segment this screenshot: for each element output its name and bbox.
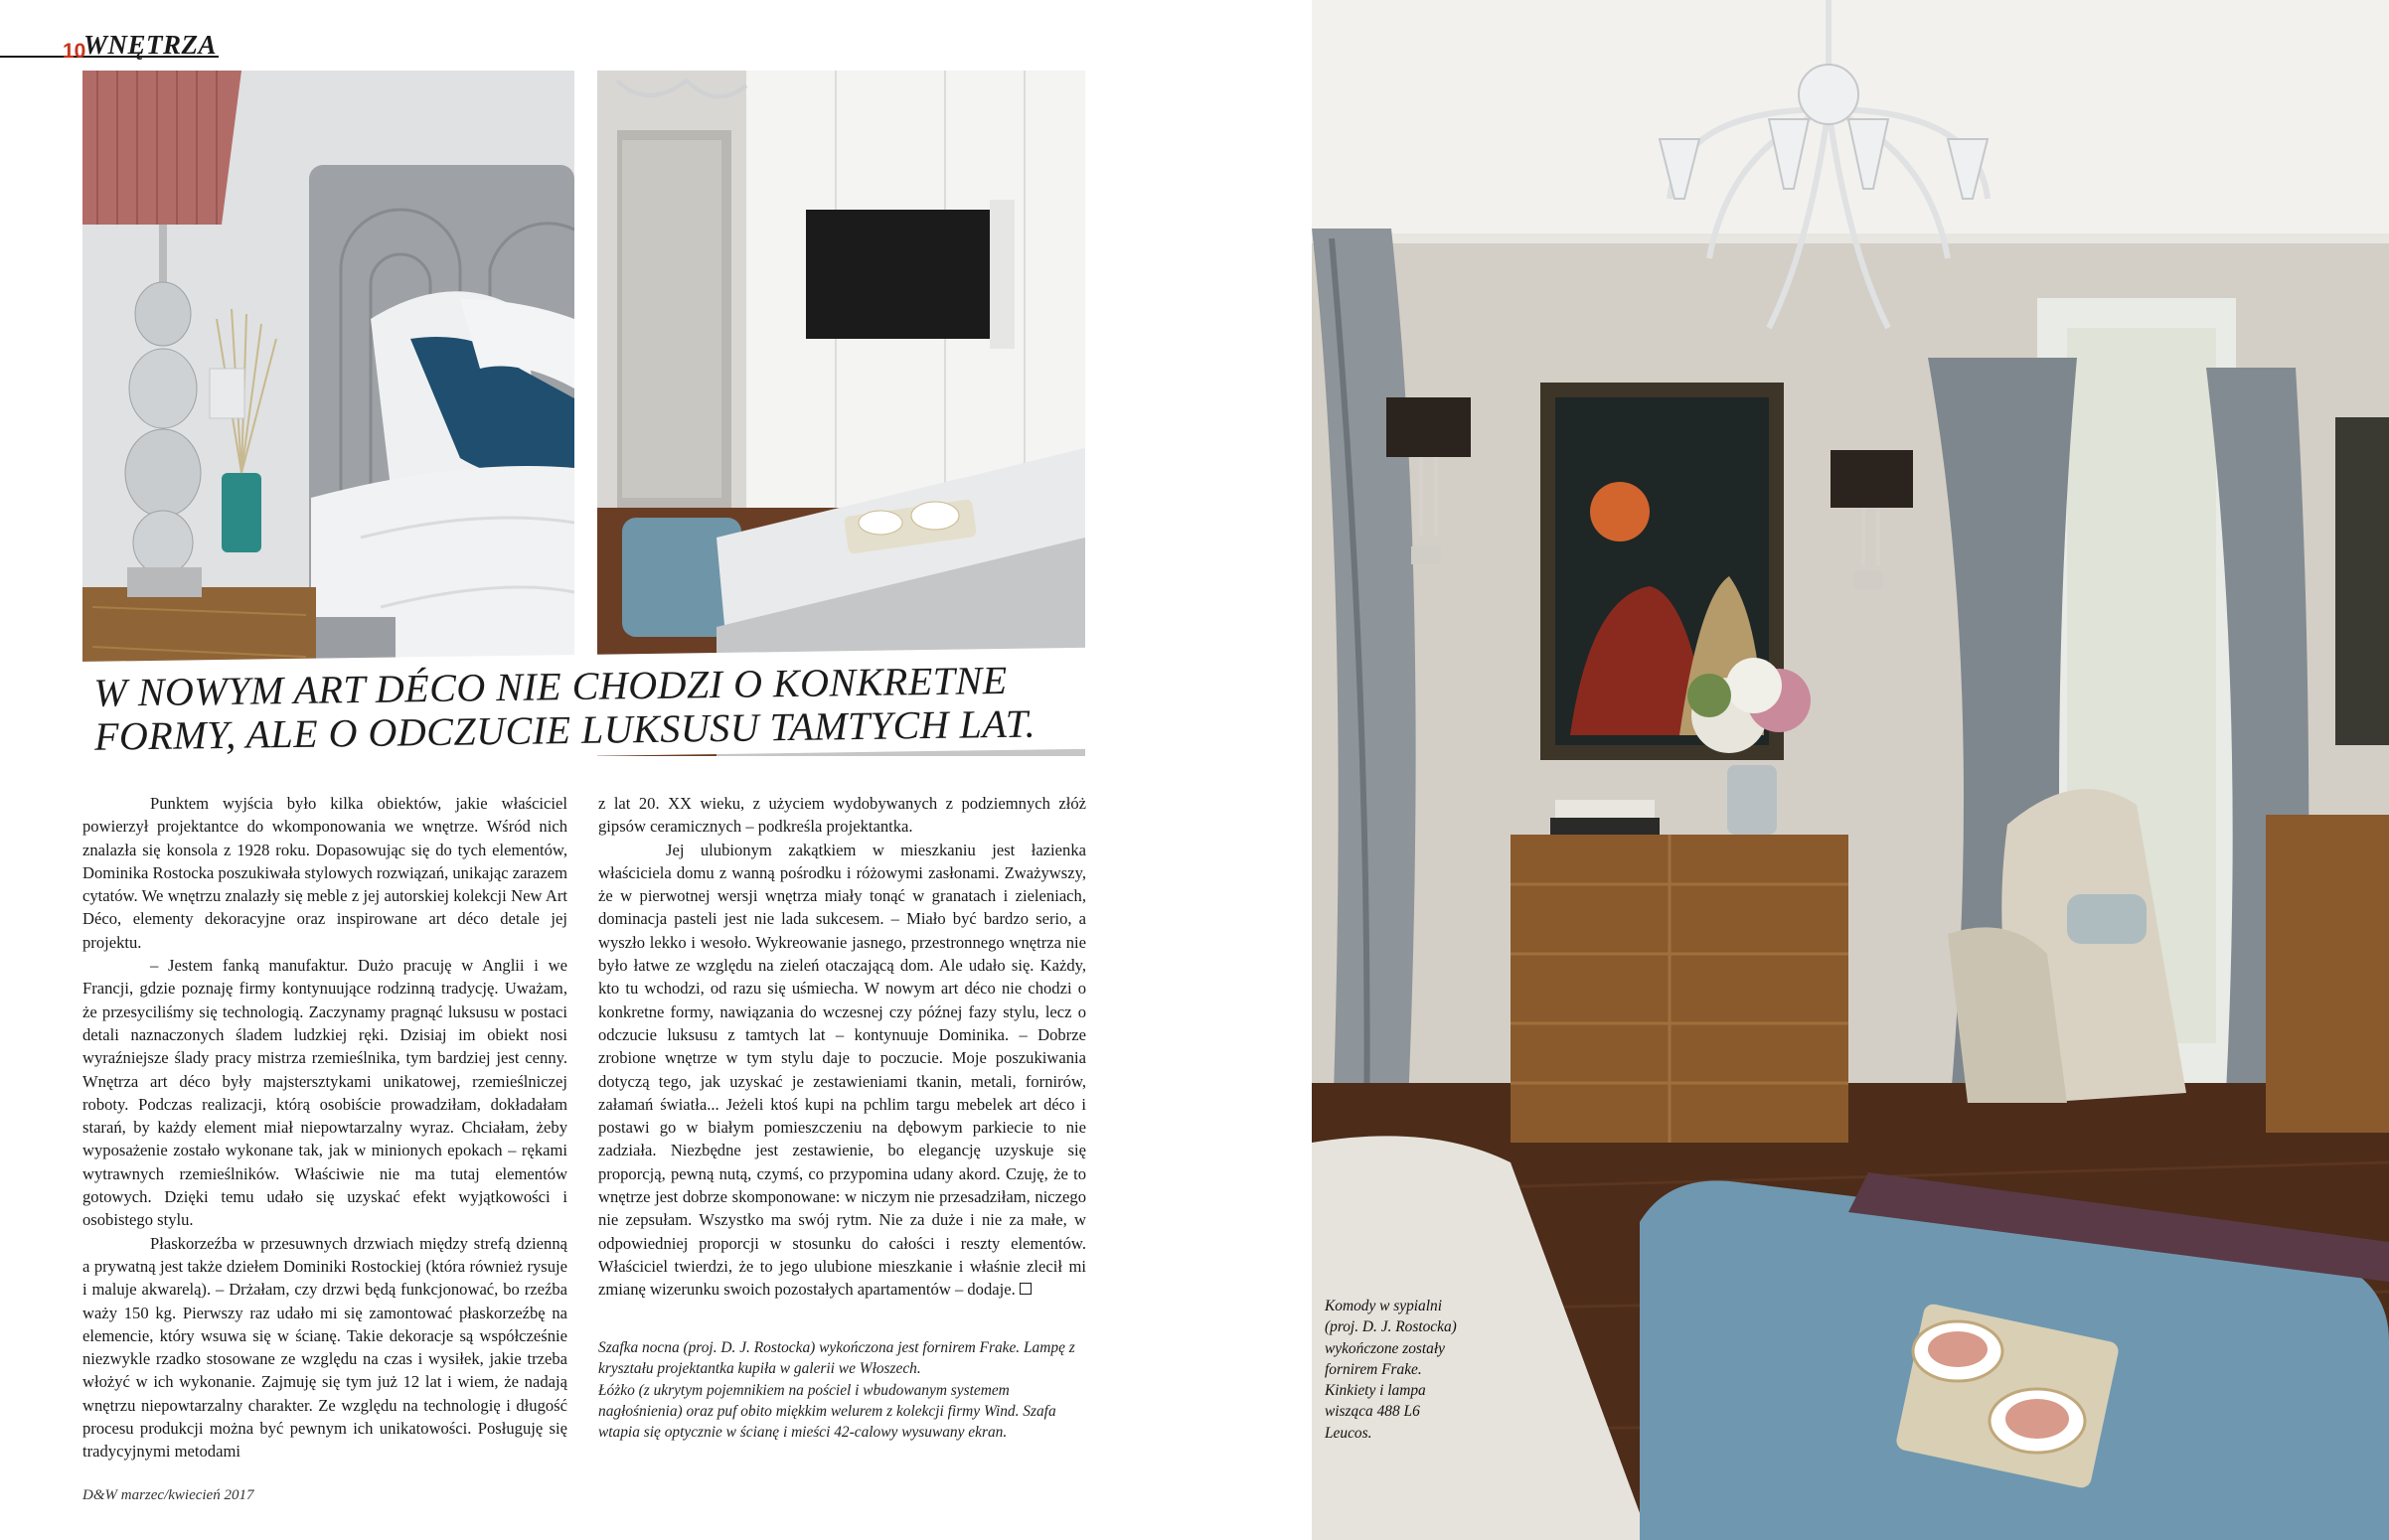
caption-left — [598, 1337, 1075, 1443]
page-number: 10 — [63, 40, 86, 63]
article-paragraph: Płaskorzeźba w przesuwnych drzwiach między strefą dzienną a prywatną jest także dziełem Dominiki Rostockiej (która również rysuje i maluje akwarelą). – Drżałam, czy drzwi będą funkcjonować, bo rzeźba waży 150 kg. Pierwszy raz udało mi się zamontować płaskorzeźbę na elemencie, który wsuwa się w ścianę. Takie dekoracje są współcześnie niezwykle rzadko stosowane ze względu na czas i wysiłek, jakie trzeba włożyć w ich wykonanie. Zajmuję się tym już 12 lat i wiem, że nadają wnętrzu niepowtarzalny charakter. Ze względu na technologię i długość procesu produkcji można być pewnym ich unikatowości. Posługuję się tradycyjnymi metodami — [82, 1233, 567, 1462]
pull-quote — [78, 648, 1092, 763]
footer-issue: D&W marzec/kwiecień 2017 — [82, 1487, 254, 1503]
photo-bedroom — [1312, 0, 2389, 1540]
photo-nightstand — [82, 71, 574, 756]
article-paragraph: – Jestem fanką manufaktur. Dużo pracuję w Anglii i we Francji, gdzie poznaję firmy kontynuujące rodzinną tradycję. Uważam, że przesyciliśmy się technologią. Zaczynamy pragnąć luksusu w postaci detali naznaczonych śladem ludzkiej ręki. Dzisiaj im obiekt nosi wyraźniejsze ślady pracy mistrza rzemieślnika, tym bardziej jest cenny. Wnętrza art déco były majstersztykami unikatowej, rzemieślniczej roboty. Podczas realizacji, którą osobiście prowadziłam, dokładałam starań, by każdy element miał niepowtarzalny wyraz. Chciałam, żeby wyposażenie zostało wykonane tak, jak w minionych epokach – rękami wytrawnych rzemieślników. Właściwie nie ma tutaj elementów gotowych. Dzięki temu udało się uzyskać efekt wyjątkowości i osobistego stylu. — [82, 956, 567, 1230]
article-column-2 — [598, 792, 1086, 1302]
article-paragraph: Punktem wyjścia było kilka obiektów, jakie właściciel powierzył projektantce do wkomponowania we wnętrze. Wśród nich znalazła się konsola z 1928 roku. Dopasowując się do tych elementów, Dominika Rostocka poszukiwała stylowych rozwiązań, unikając zarazem cytatów. We wnętrzu znalazły się meble z jej autorskiej kolekcji New Art Déco, elementy dekoracyjne oraz inspirowane art déco detale jej projektu. — [82, 794, 567, 952]
caption-right: Komody w sypialni (proj. D. J. Rostocka) wykończone zostały fornirem Frake. Kinkiety i lampa wisząca 488 L6 Leucos. — [1325, 1298, 1457, 1442]
end-mark-icon — [1020, 1283, 1032, 1295]
caption-line: Szafka nocna (proj. D. J. Rostocka) wykończona jest fornirem Frake. Lampę z kryształu projektantka kupiła w galerii we Włoszech. — [598, 1339, 1075, 1378]
caption-line: Łóżko (z ukrytym pojemnikiem na pościel i wbudowanym systemem nagłośnienia) oraz puf obito miękkim welurem z kolekcji firmy Wind. Szafa wtapia się optycznie w ścianę i mieści 42-calowy wysuwany ekran. — [598, 1381, 1056, 1442]
article-paragraph: z lat 20. XX wieku, z użyciem wydobywanych z podziemnych złóż gipsów ceramicznych – podkreśla projektantka. — [598, 794, 1086, 837]
pull-quote-line-1: W NOWYM ART DÉCO NIE CHODZI O KONKRETNE — [93, 657, 1008, 715]
section-title: WNĘTRZA — [83, 30, 218, 60]
article-paragraph-text: Jej ulubionym zakątkiem w mieszkaniu jest łazienka właściciela domu z wanną pośrodku i różowymi zasłonami. Zważywszy, że w pierwotnej wersji wnętrza miały tonąć w granatach i zieleniach, dominacja pasteli jest nie lada sukcesem. – Miało być bardzo serio, a wyszło lekko i wesoło. Wykreowanie jasnego, przestronnego wnętrza nie było łatwe ze względu na zieleń otaczającą dom. Ale udało się. Każdy, kto tu wchodzi, od razu się uśmiecha. W nowym art déco nie chodzi o konkretne formy, nawiązania do wczesnej czy późnej fazy stylu, lecz o odczucie luksusu z tamtych lat – kontynuuje Dominika. – Dobrze zrobione wnętrze w tym stylu daje to poczucie. Moje poszukiwania dotyczą tego, jak uzyskać je zestawieniami tkanin, metali, fornirów, załamań światła... Jeżeli ktoś kupi na pchlim targu mebelek art déco i postawi go w białym pomieszczeniu na dębowym parkiecie to nie zadziała. Niezbędne jest zestawienie, bo elegancję uzyskuje się proporcją, pewną nutą, czymś, co przypomina udany akord. Czuję, że to wnętrze jest dobrze skomponowane: w niczym nie przesadziłam, niczego nie zepsułam. Wszystko ma swój rytm. Nie za duże i nie za małe, w odpowiedniej proporcji w stosunku do całości i reszty elementów. Właściciel twierdzi, że to jego ulubione mieszkanie i właśnie zlecił mi zmianę wizerunku swoich pozostałych apartamentów – dodaje. — [598, 840, 1086, 1300]
pull-quote-line-2: FORMY, ALE O ODCZUCIE LUKSUSU TAMTYCH LAT. — [93, 700, 1036, 759]
article-paragraph — [598, 839, 1086, 1302]
article-column-1 — [82, 792, 567, 1463]
